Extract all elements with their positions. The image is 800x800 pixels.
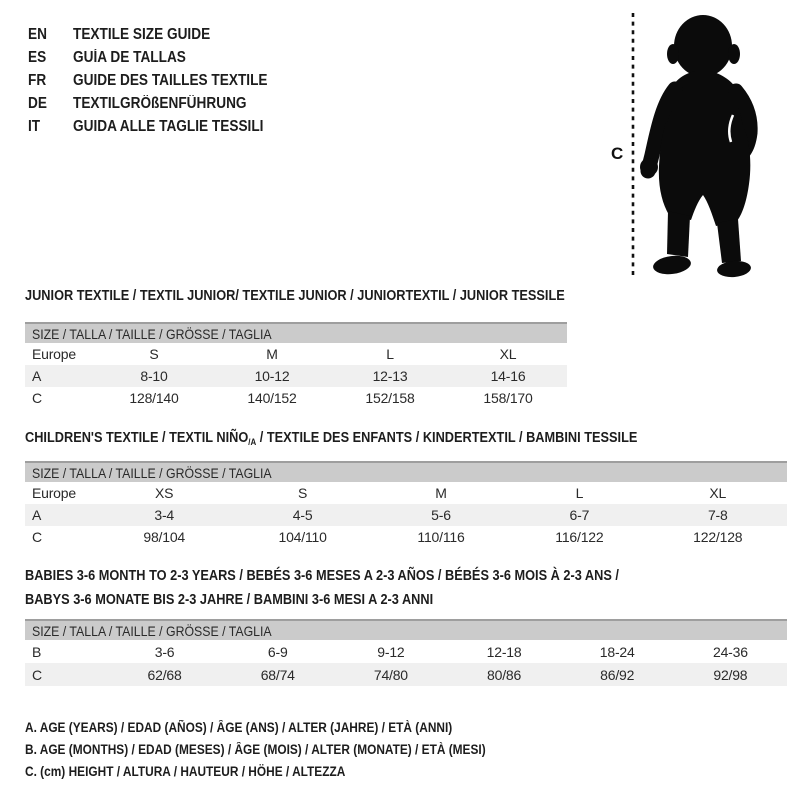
row-label: B (32, 643, 42, 660)
table-row (25, 526, 787, 548)
language-title: GUÍA DE TALLAS (73, 48, 186, 66)
table-cell: 80/86 (487, 666, 522, 683)
table-cell: 62/68 (147, 666, 182, 683)
table-cell: XL (499, 346, 517, 362)
language-code: FR (28, 71, 47, 89)
table-cell: 6-9 (267, 643, 288, 660)
title-subscript: /A (248, 437, 257, 447)
table-cell: 128/140 (129, 390, 179, 406)
table-row (25, 387, 567, 409)
table-row (25, 365, 567, 387)
size-header-label: SIZE / TALLA / TAILLE / GRÖSSE / TAGLIA (32, 464, 272, 481)
table-cell: XS (155, 485, 174, 501)
toddler-height-figure (600, 5, 770, 285)
children-table (25, 482, 787, 548)
row-label: Europe (32, 346, 76, 362)
table-row (25, 504, 787, 526)
table-cell: 152/158 (365, 390, 415, 406)
footnotes (25, 716, 548, 782)
language-code: ES (28, 48, 47, 66)
size-header-bar (25, 322, 567, 343)
table-cell: L (386, 346, 394, 362)
table-cell: 14-16 (490, 368, 526, 384)
language-title: GUIDE DES TAILLES TEXTILE (73, 71, 268, 89)
table-row (25, 343, 567, 365)
table-cell: 24-36 (712, 643, 748, 660)
row-label: A (32, 368, 42, 384)
row-label: C (32, 390, 42, 406)
row-label: Europe (32, 485, 76, 501)
children-section-title: CHILDREN'S TEXTILE / TEXTIL $NIÑO_{/A}$ / TEXTILE DES ENFANTS / KINDERTEXTIL / BAMBINI TESSILE (25, 430, 638, 447)
language-row (28, 46, 294, 69)
table-cell: 3-4 (154, 507, 175, 523)
babies-size-table (25, 619, 787, 686)
size-header-bar (25, 619, 787, 640)
table-cell: M (266, 346, 278, 362)
babies-section-title: BABIES 3-6 MONTH TO 2-3 YEARS / BEBÉS 3-6 MESES A 2-3 AÑOS / BÉBÉS 3-6 MOIS À 2-3 ANS / BABYS 3-6 MONATE BIS 2-3 JAHRE / BAMBINI 3-6 MESI A 2-3 ANNI (25, 568, 619, 608)
language-row (28, 69, 294, 92)
table-cell: 92/98 (713, 666, 748, 683)
table-cell: 18-24 (599, 643, 635, 660)
table-cell: 74/80 (373, 666, 408, 683)
table-cell: 7-8 (707, 507, 728, 523)
table-cell: 5-6 (431, 507, 451, 523)
size-header-label: SIZE / TALLA / TAILLE / GRÖSSE / TAGLIA (32, 325, 272, 342)
language-row (28, 23, 294, 46)
table-cell: 12-18 (486, 643, 522, 660)
table-cell: 158/170 (483, 390, 533, 406)
table-cell: 9-12 (377, 643, 405, 660)
table-row (25, 640, 787, 663)
language-title: TEXTILE SIZE GUIDE (73, 25, 211, 43)
language-title: GUIDA ALLE TAGLIE TESSILI (73, 117, 264, 135)
language-row (28, 92, 294, 115)
footnote-a: A. AGE (YEARS) / EDAD (AÑOS) / ÂGE (ANS) / ALTER (JAHRE) / ETÀ (ANNI) (25, 719, 453, 735)
table-cell: 68/74 (260, 666, 295, 683)
language-list (28, 23, 294, 138)
children-size-table (25, 461, 787, 548)
language-title: TEXTILGRÖßENFÜHRUNG (73, 94, 247, 112)
table-cell: 86/92 (600, 666, 635, 683)
table-cell: 8-10 (140, 368, 168, 384)
table-cell: 116/122 (555, 529, 604, 545)
table-cell: L (575, 485, 584, 501)
height-measure-label: C (611, 144, 624, 163)
table-cell: 104/110 (278, 529, 327, 545)
toddler-silhouette (640, 15, 752, 278)
table-cell: 12-13 (372, 368, 408, 384)
table-row (25, 663, 787, 686)
table-cell: 140/152 (247, 390, 297, 406)
language-code: IT (28, 117, 41, 135)
table-cell: S (149, 346, 159, 362)
table-cell: 4-5 (292, 507, 313, 523)
language-code: EN (28, 25, 47, 43)
babies-table (25, 640, 787, 686)
size-header-bar (25, 461, 787, 482)
table-cell: S (298, 485, 308, 501)
row-label: A (32, 507, 42, 523)
table-cell: XL (709, 485, 727, 501)
junior-size-table (25, 322, 567, 409)
table-cell: 122/128 (693, 529, 743, 545)
table-row (25, 482, 787, 504)
language-row (28, 115, 294, 138)
language-code: DE (28, 94, 47, 112)
table-cell: M (435, 485, 447, 501)
table-cell: 98/104 (143, 529, 185, 545)
table-cell: 10-12 (254, 368, 290, 384)
table-cell: 110/116 (417, 529, 465, 545)
table-cell: 6-7 (569, 507, 590, 523)
table-cell: 3-6 (154, 643, 175, 660)
row-label: C (32, 666, 42, 683)
junior-table (25, 343, 567, 409)
size-header-label: SIZE / TALLA / TAILLE / GRÖSSE / TAGLIA (32, 622, 272, 639)
footnote-c: C. (cm) HEIGHT / ALTURA / HAUTEUR / HÖHE / ALTEZZA (25, 763, 346, 779)
row-label: C (32, 529, 42, 545)
junior-section-title: JUNIOR TEXTILE / TEXTIL JUNIOR/ TEXTILE JUNIOR / JUNIORTEXTIL / JUNIOR TESSILE (25, 288, 565, 304)
footnote-b: B. AGE (MONTHS) / EDAD (MESES) / ÂGE (MOIS) / ALTER (MONATE) / ETÀ (MESI) (25, 741, 486, 757)
